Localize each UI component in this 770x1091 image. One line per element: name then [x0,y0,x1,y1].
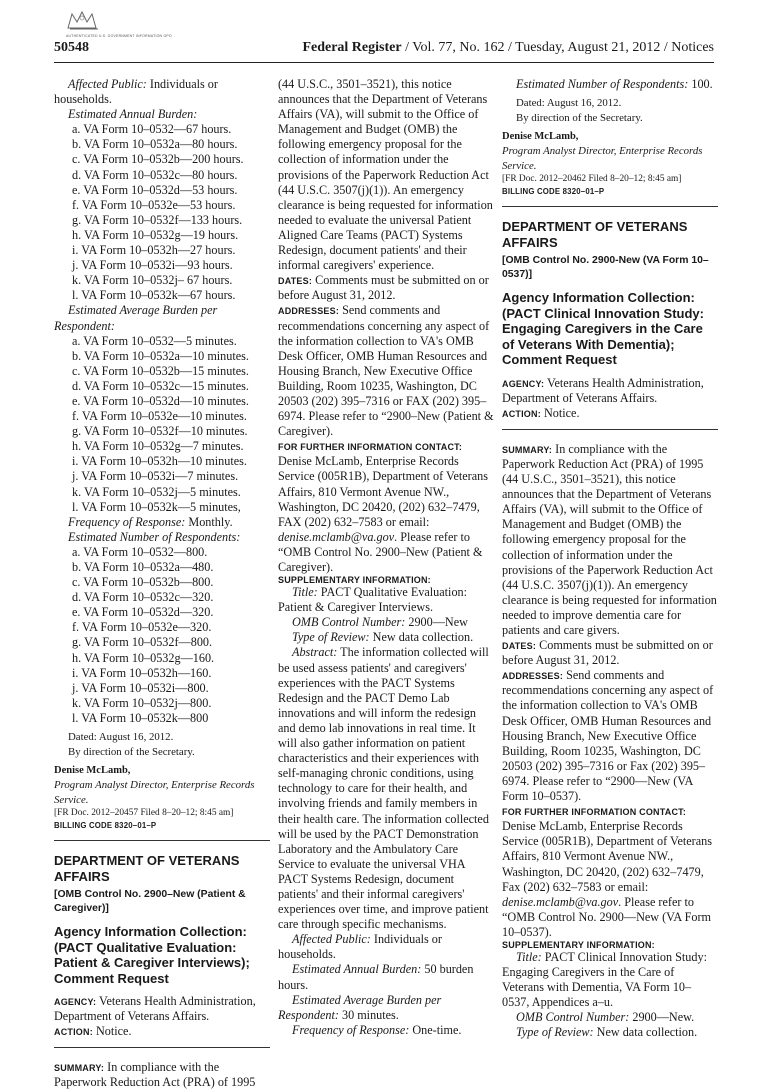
list-item: c. VA Form 10–0532b—800. [72,575,214,590]
field-value: 30 minutes. [338,1007,399,1022]
notice-title: Agency Information Collection: (PACT Qualitative Evaluation: Patient & Caregiver Interviews); Comment Request [54,924,250,986]
list-item: g. VA Form 10–0532f—133 hours. [72,212,243,227]
field-label: OMB Control Number: [516,1010,630,1025]
average-burden-para [278,993,494,1023]
field-value: PACT Clinical Innovation Study: Engaging Caregivers in the Care of Veterans with Dementia, VA Form 10–0537, Appendices a–u. [502,949,707,1010]
list-item: a. VA Form 10–0532—5 minutes. [72,333,237,348]
list-item: b. VA Form 10–0532a—80 hours. [72,137,238,152]
title-para [278,585,494,615]
addresses-para [502,668,718,804]
action-para [502,406,718,421]
omb-number-para [502,1010,718,1025]
list-item: d. VA Form 10–0532c—80 hours. [72,167,238,182]
list-item: e. VA Form 10–0532d—10 minutes. [72,393,249,408]
list-item: k. VA Form 10–0532j—5 minutes. [72,484,241,499]
field-value: The information collected will be used assess patients' and caregivers' experiences with the PACT Systems Redesign and the PACT Demo Lab innovations and will inform the redesign and demo lab innovations in real time. It will also gather information on patient characteristics and their experiences with self-managing chronic conditions, using technology to care for their health, and involving friends and family members in their health care. The information collected will be used by the PACT Demonstration Laboratory and the Ambulatory Care Service to evaluate the universal VHA PACT Systems Redesign, document patients' and their informal caregivers' experiences over time, and improve patient care through specific mechanisms. [278,645,489,932]
billing-code: BILLING CODE 8320–01–P [54,821,157,831]
fr-doc-line: [FR Doc. 2012–20457 Filed 8–20–12; 8:45 am] [54,808,234,819]
contact-label: FOR FURTHER INFORMATION CONTACT: [502,807,687,818]
field-label: Affected Public: [68,77,147,91]
field-label: Abstract: [292,645,338,660]
field-value: Individuals or households. [278,932,442,962]
review-type-para [278,630,494,645]
action-label: ACTION: [502,408,541,419]
contact-tail: . Please refer to “OMB Control No. 2900–New (Patient & Caregiver). [278,529,483,574]
annual-burden-label: Estimated Annual Burden: [68,107,198,122]
running-head [302,40,714,56]
addresses-para [278,303,494,439]
list-item: d. VA Form 10–0532c—15 minutes. [72,378,249,393]
list-item: a. VA Form 10–0532—800. [72,544,208,559]
affected-public-para [54,77,270,107]
contact-value: Denise McLamb, Enterprise Records Service (005R1B), Department of Veterans Affairs, 810 Vermont Avenue NW., Washington, DC 20420, (202) 632–7479, Fax (202) 632–7583 or email: [502,819,712,894]
review-type-para [502,1025,718,1040]
list-item: f. VA Form 10–0532e—320. [72,620,212,635]
summary-value: In compliance with the Paperwork Reduction Act (PRA) of 1995 (44 U.S.C., 3501–3521), this notice announces that the Department of Veterans Affairs (VA), will submit to the Office of Management and Budget (OMB) the following emergency proposal for the collection of information under the provisions of the Paperwork Reduction Act (44 U.S.C. 3507(j)(1)). An emergency clearance is being requested for information needed to improve dementia care for patients and care givers. [502,441,717,637]
summary-value: In compliance with the Paperwork Reduction Act (PRA) of 1995 [54,1060,256,1090]
field-label: Type of Review: [292,630,370,645]
page-number: 50548 [54,40,89,55]
agency-value: Veterans Health Administration, Department of Veterans Affairs. [502,375,704,405]
page-header [54,40,714,63]
list-item: j. VA Form 10–0532i—7 minutes. [72,469,239,484]
list-item: i. VA Form 10–0532h—10 minutes. [72,454,247,469]
contact-para [502,804,718,940]
section-divider [54,840,270,841]
summary-divider [502,429,718,430]
contact-para [278,439,494,575]
average-burden-list [54,334,270,515]
list-item: b. VA Form 10–0532a—480. [72,560,214,574]
action-value: Notice. [540,405,580,420]
department-heading: DEPARTMENT OF VETERANS AFFAIRS [54,853,240,884]
action-label: ACTION: [54,1027,93,1038]
field-label: Title: [292,585,318,600]
frequency-para [278,1023,494,1038]
summary-para [502,442,718,638]
field-label: Estimated Number of Respondents: [516,77,689,91]
list-item: g. VA Form 10–0532f—10 minutes. [72,424,248,439]
list-item: i. VA Form 10–0532h—160. [72,665,212,680]
annual-burden-para [278,962,494,992]
list-item: c. VA Form 10–0532b—15 minutes. [72,363,249,378]
field-label: Frequency of Response: [68,514,186,529]
signer-name: Denise McLamb, [54,765,131,777]
field-value: 50 burden hours. [278,962,474,992]
annual-burden-list [54,122,270,303]
column-1 [54,77,270,1091]
list-item: l. VA Form 10–0532k—67 hours. [72,288,236,303]
list-item: f. VA Form 10–0532e—10 minutes. [72,409,247,424]
field-label: Frequency of Response: [292,1022,410,1037]
dates-para [278,273,494,303]
contact-tail: . Please refer to “OMB Control No. 2900—New (VA Form 10–0537). [502,894,711,939]
addresses-value: Send comments and recommendations concerning any aspect of the information collection to VA's OMB Desk Officer, OMB Human Resources and Housing Branch, New Executive Office Building, Room 10235, Washington, DC 20503 (202) 395–7316 or Fax (202) 395–6974. Please refer to “2900—New (VA Form 10–0537). [502,668,714,804]
list-item: d. VA Form 10–0532c—320. [72,590,214,605]
department-heading: DEPARTMENT OF VETERANS AFFAIRS [502,219,688,250]
dates-label: DATES: [278,276,313,287]
agency-para [502,376,718,406]
dates-label: DATES: [502,641,537,652]
signer-title: Program Analyst Director, Enterprise Records Service. [54,779,255,806]
dates-value: Comments must be submitted on or before August 31, 2012. [502,638,713,668]
action-para [54,1024,270,1039]
column-3 [502,77,718,1041]
dates-para [502,638,718,668]
seal-caption: AUTHENTICATED U.S. GOVERNMENT INFORMATION GPO [66,34,172,38]
dates-value: Comments must be submitted on or before August 31, 2012. [278,273,489,303]
omb-number-para [278,615,494,630]
list-item: h. VA Form 10–0532g—7 minutes. [72,439,244,454]
list-item: e. VA Form 10–0532d—320. [72,605,214,620]
summary-continued: (44 U.S.C., 3501–3521), this notice announces that the Department of Veterans Affairs (VA), will submit to the Office of Management and Budget (OMB) the following emergency proposal for the collection of information under the provisions of the Paperwork Reduction Act (44 U.S.C. 3507(j)(1)). An emergency clearance is being requested for information needed to evaluate the universal Patient Aligned Care Teams (PACT) Systems Redesign, document patients' and their informal caregivers' experience. [278,77,493,273]
addresses-label: ADDRESSES: [502,671,564,682]
gpo-authentication-seal-icon [64,8,104,32]
list-item: h. VA Form 10–0532g—19 hours. [72,227,239,242]
field-value: Monthly. [185,514,233,529]
publication-name: Federal Register [302,40,402,55]
field-label: Title: [516,949,542,964]
summary-label: SUMMARY: [502,444,553,455]
notice-title: Agency Information Collection: (PACT Clinical Innovation Study: Engaging Caregivers in the Care of Veterans With Dementia); Comment Request [502,290,704,368]
field-value: 2900—New. [629,1010,695,1025]
abstract-para [278,645,494,932]
field-label: Estimated Average Burden per Respondent: [278,992,442,1022]
list-item: l. VA Form 10–0532k—800 [72,710,209,725]
direction-line: By direction of the Secretary. [68,745,195,758]
field-label: OMB Control Number: [292,615,406,630]
affected-public-para [278,932,494,962]
field-value: PACT Qualitative Evaluation: Patient & Caregiver Interviews. [278,585,468,615]
omb-control-heading: [OMB Control No. 2900-New (VA Form 10–0537)] [502,255,709,281]
column-2 [278,77,494,1038]
list-item: l. VA Form 10–0532k—5 minutes, [72,499,241,514]
field-value: One-time. [409,1022,462,1037]
addresses-value: Send comments and recommendations concerning any aspect of the information collection to VA's OMB Desk Officer, OMB Human Resources and Housing Branch, New Executive Office Building, Room 10235, Washington, DC 20503 (202) 395–7316 or FAX (202) 395–6974. Please refer to “2900–New (Patient & Caregiver). [278,303,494,439]
title-para [502,950,718,1010]
summary-para [54,1060,270,1090]
frequency-para [54,515,270,530]
supplementary-label: SUPPLEMENTARY INFORMATION: [502,939,655,950]
list-item: a. VA Form 10–0532—67 hours. [72,122,232,137]
field-label: Type of Review: [516,1025,594,1040]
contact-email-link[interactable]: denise.mclamb@va.gov [502,894,619,909]
field-value: Individuals or households. [54,77,218,107]
field-label: Estimated Annual Burden: [292,962,422,977]
dated-line: Dated: August 16, 2012. [68,731,174,744]
direction-line: By direction of the Secretary. [516,111,643,124]
list-item: i. VA Form 10–0532h—27 hours. [72,243,236,258]
signer-name: Denise McLamb, [502,131,579,143]
agency-label: AGENCY: [54,997,97,1008]
agency-label: AGENCY: [502,378,545,389]
respondents-list [54,545,270,726]
dated-line: Dated: August 16, 2012. [516,97,622,110]
list-item: c. VA Form 10–0532b—200 hours. [72,152,244,167]
contact-label: FOR FURTHER INFORMATION CONTACT: [278,442,463,453]
list-item: j. VA Form 10–0532i—800. [72,680,209,695]
respondents-para [502,77,718,92]
list-item: k. VA Form 10–0532j– 67 hours. [72,273,233,288]
supplementary-label: SUPPLEMENTARY INFORMATION: [278,575,431,586]
field-value: New data collection. [593,1025,698,1040]
addresses-label: ADDRESSES: [278,306,340,317]
list-item: f. VA Form 10–0532e—53 hours. [72,197,236,212]
contact-value: Denise McLamb, Enterprise Records Service (005R1B), Department of Veterans Affairs, 810 Vermont Avenue NW., Washington, DC 20420, (202) 632–7479, FAX (202) 632–7583 or email: [278,454,488,529]
field-value: New data collection. [369,630,474,645]
summary-divider [54,1047,270,1048]
list-item: h. VA Form 10–0532g—160. [72,650,215,665]
average-burden-label: Estimated Average Burden per Respondent: [54,303,218,333]
list-item: k. VA Form 10–0532j—800. [72,695,212,710]
section-divider [502,206,718,207]
omb-control-heading: [OMB Control No. 2900–New (Patient & Caregiver)] [54,889,246,915]
agency-para [54,994,270,1024]
list-item: b. VA Form 10–0532a—10 minutes. [72,348,249,363]
billing-code: BILLING CODE 8320–01–P [502,187,605,197]
list-item: j. VA Form 10–0532i—93 hours. [72,258,233,273]
issue-details: / Vol. 77, No. 162 / Tuesday, August 21, 2012 / Notices [401,40,714,55]
respondents-label: Estimated Number of Respondents: [68,529,241,544]
fr-doc-line: [FR Doc. 2012–20462 Filed 8–20–12; 8:45 am] [502,174,682,185]
contact-email-link[interactable]: denise.mclamb@va.gov [278,529,395,544]
summary-label: SUMMARY: [54,1063,105,1074]
field-label: Affected Public: [292,932,371,947]
field-value: 2900—New [405,615,468,630]
action-value: Notice. [92,1024,132,1039]
field-value: 100. [688,77,713,91]
signer-title: Program Analyst Director, Enterprise Records Service. [502,145,703,172]
list-item: g. VA Form 10–0532f—800. [72,635,213,650]
list-item: e. VA Form 10–0532d—53 hours. [72,182,238,197]
agency-value: Veterans Health Administration, Department of Veterans Affairs. [54,994,256,1024]
